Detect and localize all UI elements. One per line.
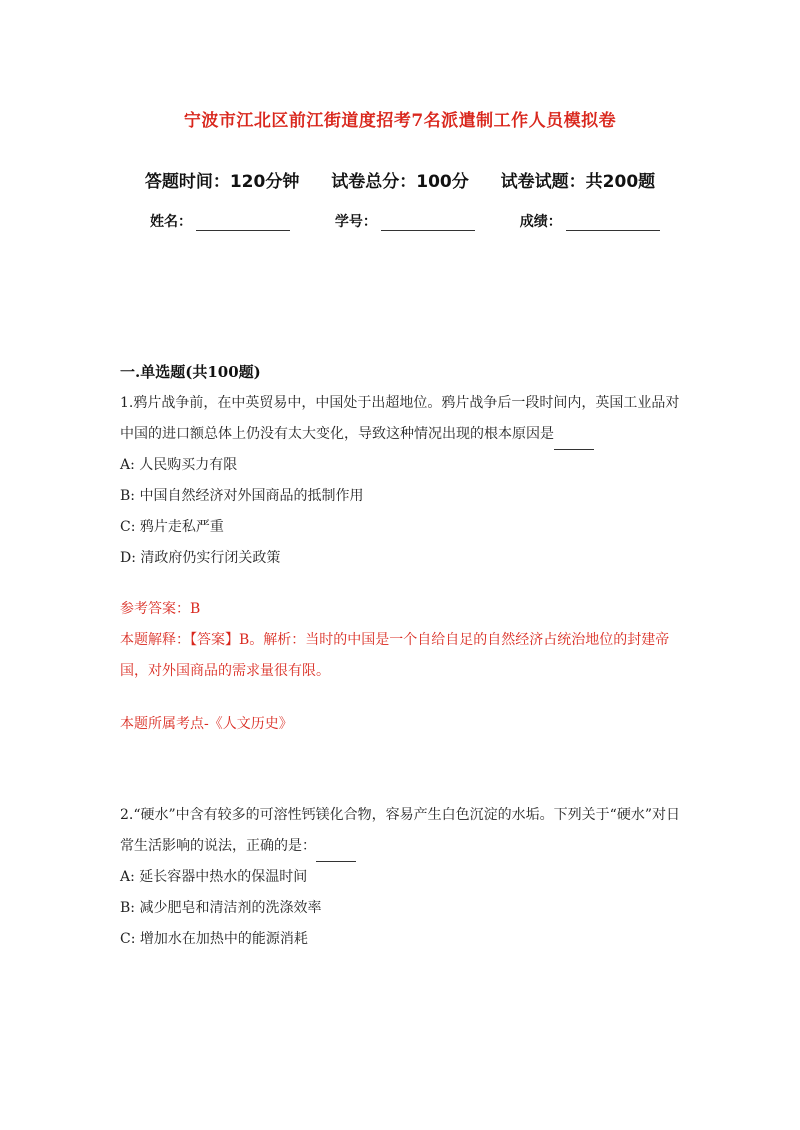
option-c: C: 鸦片走私严重 xyxy=(120,519,224,535)
exam-time: 答题时间：120分钟 xyxy=(144,172,300,192)
id-label: 学号： xyxy=(334,214,377,230)
option-b: B: 减少肥皂和清洁剂的洗涤效率 xyxy=(120,900,322,916)
option-b: B: 中国自然经济对外国商品的抵制作用 xyxy=(120,488,364,504)
exam-content xyxy=(120,357,685,955)
question-stem: 2.“硬水”中含有较多的可溶性钙镁化合物，容易产生白色沉淀的水垢。下列关于“硬水”对日常生活影响的说法，正确的是： xyxy=(120,800,685,862)
exam-meta xyxy=(0,167,800,192)
student-info xyxy=(150,211,690,231)
option-a: A: 延长容器中热水的保温时间 xyxy=(120,869,308,885)
id-blank xyxy=(381,216,475,231)
answer-blank xyxy=(316,845,356,862)
answer-explanation: 本题解释：【答案】B。解析：当时的中国是一个自给自足的自然经济占统治地位的封建帝国，对外国商品的需求量很有限。 xyxy=(120,632,670,679)
question-stem: 1.鸦片战争前，在中英贸易中，中国处于出超地位。鸦片战争后一段时间内，英国工业品对中国的进口额总体上仍没有太大变化，导致这种情况出现的根本原因是 xyxy=(120,388,685,450)
name-field xyxy=(150,211,290,231)
option-a: A: 人民购买力有限 xyxy=(120,457,238,473)
option-d: D: 清政府仍实行闭关政策 xyxy=(120,550,281,566)
section-title: 一.单选题(共100题) xyxy=(120,363,261,381)
knowledge-point: 本题所属考点-《人文历史》 xyxy=(120,716,293,732)
answer-blank xyxy=(554,433,594,450)
option-c: C: 增加水在加热中的能源消耗 xyxy=(120,931,308,947)
grade-field xyxy=(520,211,660,231)
name-label: 姓名： xyxy=(150,214,192,230)
name-blank xyxy=(196,216,290,231)
reference-answer: 参考答案：B xyxy=(120,601,201,617)
exam-question-count: 试卷试题：共200题 xyxy=(500,172,656,192)
question-1 xyxy=(120,388,685,740)
id-field xyxy=(335,211,475,231)
question-2 xyxy=(120,800,685,955)
grade-label: 成绩： xyxy=(519,214,562,230)
grade-blank xyxy=(566,216,660,231)
exam-total-score: 试卷总分：100分 xyxy=(331,172,469,192)
page-title: 宁波市江北区前江街道度招考7名派遣制工作人员模拟卷 xyxy=(183,111,617,131)
